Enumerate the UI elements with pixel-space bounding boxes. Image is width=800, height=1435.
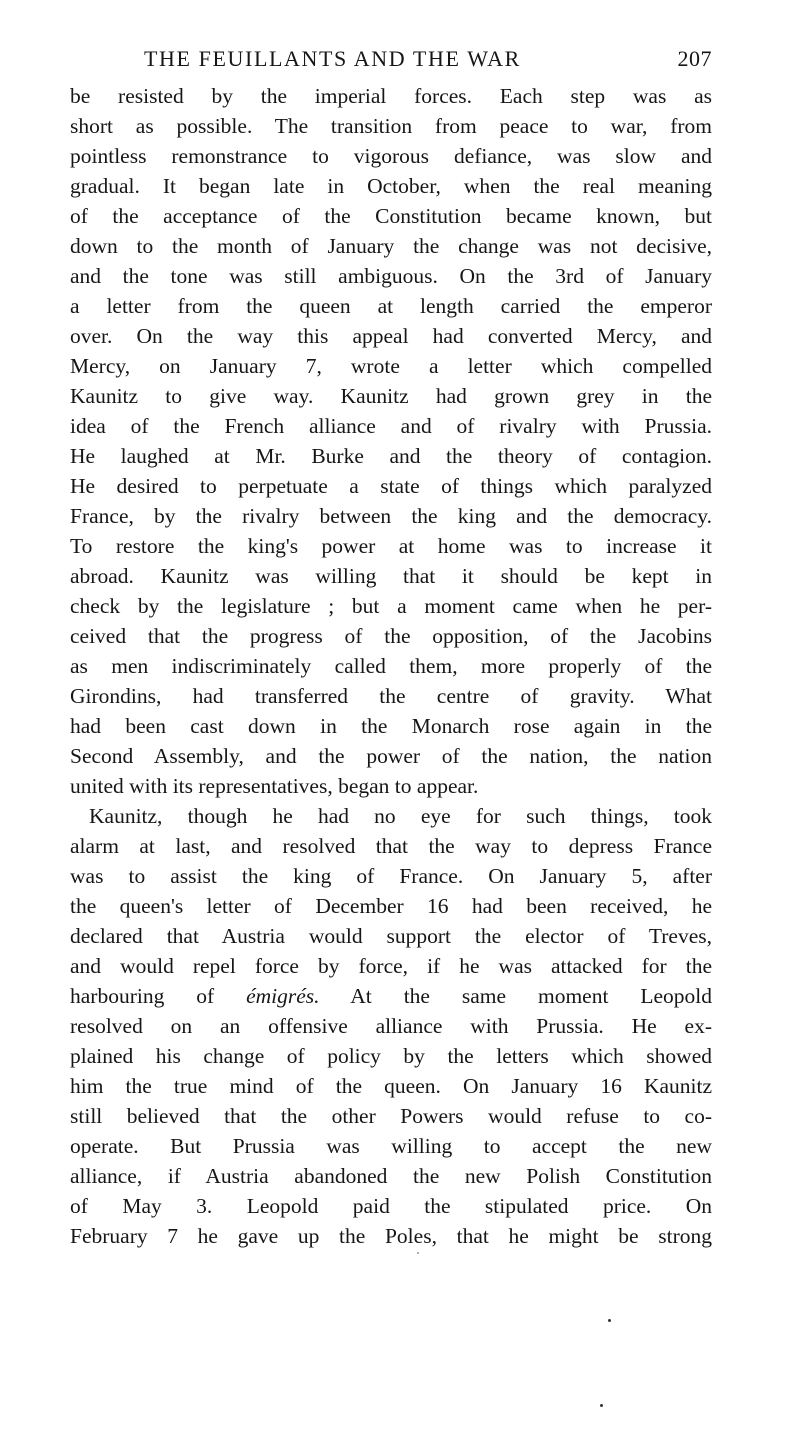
text-line: gradual. It began late in October, when the real meaning xyxy=(70,174,712,198)
text-line: united with its representatives, began to appear. xyxy=(70,774,479,798)
text-line: be resisted by the imperial forces. Each step was as xyxy=(70,84,712,108)
scan-speck xyxy=(608,1319,611,1322)
text-line: operate. But Prussia was willing to accept the new xyxy=(70,1134,712,1158)
text-line: the queen's letter of December 16 had been received, he xyxy=(70,894,712,918)
text-line: pointless remonstrance to vigorous defiance, was slow and xyxy=(70,144,712,168)
text-line: short as possible. The transition from peace to war, from xyxy=(70,114,712,138)
text-line: France, by the rivalry between the king and the democracy. xyxy=(70,504,712,528)
text-line: alliance, if Austria abandoned the new Polish Constitution xyxy=(70,1164,712,1188)
text-line: and would repel force by force, if he was attacked for the xyxy=(70,954,712,978)
paragraph xyxy=(70,81,712,801)
text-line: as men indiscriminately called them, more properly of the xyxy=(70,654,712,678)
text-line: February 7 he gave up the Poles, that he might be strong xyxy=(70,1224,712,1248)
text-segment: harbouring of xyxy=(70,984,247,1008)
text-line: plained his change of policy by the letters which showed xyxy=(70,1044,712,1068)
text-line: To restore the king's power at home was to increase it xyxy=(70,534,712,558)
text-line: check by the legislature ; but a moment came when he per- xyxy=(70,594,712,618)
running-title: THE FEUILLANTS AND THE WAR xyxy=(144,46,521,71)
text-line: Kaunitz to give way. Kaunitz had grown grey in the xyxy=(70,384,712,408)
text-line: Girondins, had transferred the centre of gravity. What xyxy=(70,684,712,708)
scan-speck xyxy=(600,1404,603,1407)
text-segment: At the same moment Leopold xyxy=(319,984,713,1008)
text-line: him the true mind of the queen. On January 16 Kaunitz xyxy=(70,1074,712,1098)
text-line: was to assist the king of France. On January 5, after xyxy=(70,864,712,888)
text-line: down to the month of January the change was not decisive, xyxy=(70,234,712,258)
text-line: Second Assembly, and the power of the nation, the nation xyxy=(70,744,712,768)
page-number: 207 xyxy=(677,46,712,71)
text-line: He desired to perpetuate a state of things which paralyzed xyxy=(70,474,712,498)
text-line: a letter from the queen at length carried the emperor xyxy=(70,294,712,318)
text-line: alarm at last, and resolved that the way to depress France xyxy=(70,834,712,858)
text-line: still believed that the other Powers would refuse to co- xyxy=(70,1104,712,1128)
text-line: of the acceptance of the Constitution became known, but xyxy=(70,204,712,228)
text-line: over. On the way this appeal had converted Mercy, and xyxy=(70,324,712,348)
text-line: Mercy, on January 7, wrote a letter which compelled xyxy=(70,354,712,378)
page-body xyxy=(70,81,712,1251)
text-line: He laughed at Mr. Burke and the theory of contagion. xyxy=(70,444,712,468)
text-line: declared that Austria would support the elector of Treves, xyxy=(70,924,712,948)
text-line: had been cast down in the Monarch rose again in the xyxy=(70,714,712,738)
text-line xyxy=(70,981,712,1011)
text-line: Kaunitz, though he had no eye for such things, took xyxy=(89,804,712,828)
italic-text: émigrés. xyxy=(246,984,320,1008)
text-line: ceived that the progress of the opposition, of the Jacobins xyxy=(70,624,712,648)
text-line: abroad. Kaunitz was willing that it should be kept in xyxy=(70,564,712,588)
paragraph xyxy=(70,801,712,1251)
text-line: and the tone was still ambiguous. On the 3rd of January xyxy=(70,264,712,288)
text-line: idea of the French alliance and of rivalry with Prussia. xyxy=(70,414,712,438)
scan-speck xyxy=(417,1252,419,1254)
running-header xyxy=(144,46,712,80)
text-line: resolved on an offensive alliance with Prussia. He ex- xyxy=(70,1014,712,1038)
text-line: of May 3. Leopold paid the stipulated price. On xyxy=(70,1194,712,1218)
